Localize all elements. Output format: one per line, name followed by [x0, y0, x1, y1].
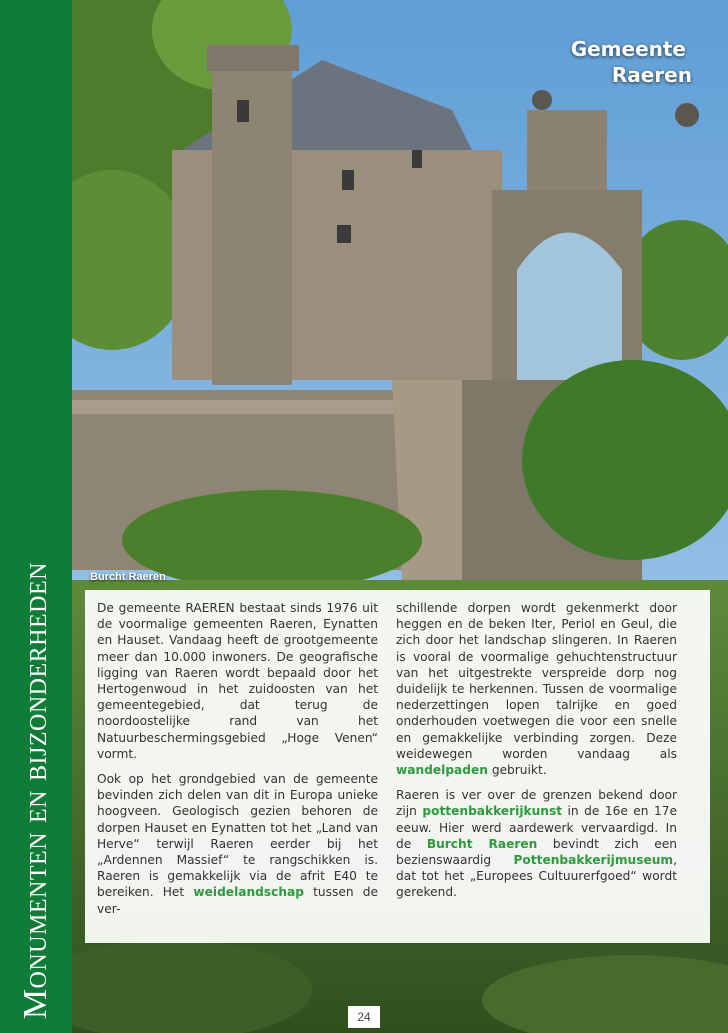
article-text [85, 590, 710, 943]
text-run: bevindt zich een bezienswaardig [396, 836, 678, 868]
text-column-right [396, 600, 677, 943]
sidebar [0, 0, 72, 1033]
text-run: tussen de ver- [97, 885, 378, 916]
paragraph [396, 787, 677, 900]
title-line-1: Gemeente [570, 37, 686, 61]
section-title: Monumenten en bijzonderheden [17, 561, 54, 1019]
text-run: in de 16e en 17e eeuw. Hier werd aardewerk vervaardigd. In de [396, 804, 677, 851]
highlight-term: Pottenbakkerijmuseum [513, 853, 674, 868]
paragraph [396, 600, 677, 778]
highlight-term: Burcht Raeren [426, 836, 538, 851]
title-line-2: Raeren [611, 63, 692, 87]
photo-caption: Burcht Raeren [90, 571, 166, 583]
paragraph [97, 771, 378, 917]
highlight-term: pottenbakkerijkunst [422, 804, 563, 819]
paragraph: De gemeente RAEREN bestaat sinds 1976 uit de voormalige gemeenten Raeren, Eynatten en Hauset. Vandaag heeft de grootgemeente meer dan 10.000 inwoners. De geografische ligging van Raeren wordt bepaald door het Hertogenwoud in het zuidoosten van het gemeentegebied, dat terug de noordoostelijke rand van het Natuurbeschermingsgebied „Hoge Venen“ vormt. [97, 601, 378, 761]
text-run: gebruikt. [487, 763, 547, 778]
text-run: , dat tot het „Europees Cultuurerfgoed“ wordt gerekend. [396, 853, 677, 900]
text-column-left [97, 600, 378, 943]
sidebar-title [0, 0, 72, 1033]
text-run: Ook op het grondgebied van de gemeente bevinden zich delen van dit in Europa unieke hoogveen. Geologisch gezien behoren de dorpen Hauset en Eynatten tot het „Land van Herve“ terwijl Raeren eerder bij het „Ardennen Massief“ te rangschikken is. Raeren is gemakkelijk via de afrit E40 te bereiken. Het [97, 772, 378, 900]
page-number: 24 [348, 1006, 380, 1028]
municipality-title [570, 36, 692, 88]
text-run: Raeren is ver over de grenzen bekend door zijn [396, 788, 677, 819]
highlight-term: wandelpaden [396, 763, 488, 778]
highlight-term: weidelandschap [193, 885, 304, 900]
text-run: schillende dorpen wordt gekenmerkt door heggen en de beken Iter, Periol en Geul, die zich door het landschap slingeren. In Raeren is vooral de voormalige gehuchtenstructuur van het uitgestrekte verspreide dorp nog duidelijk te herkennen. Tussen de voormalige nederzettingen lopen talrijke en goed onderhouden voetwegen die voor een snelle en gemakkelijke verbinding zorgen. Deze weidewegen worden vandaag als [396, 601, 677, 761]
